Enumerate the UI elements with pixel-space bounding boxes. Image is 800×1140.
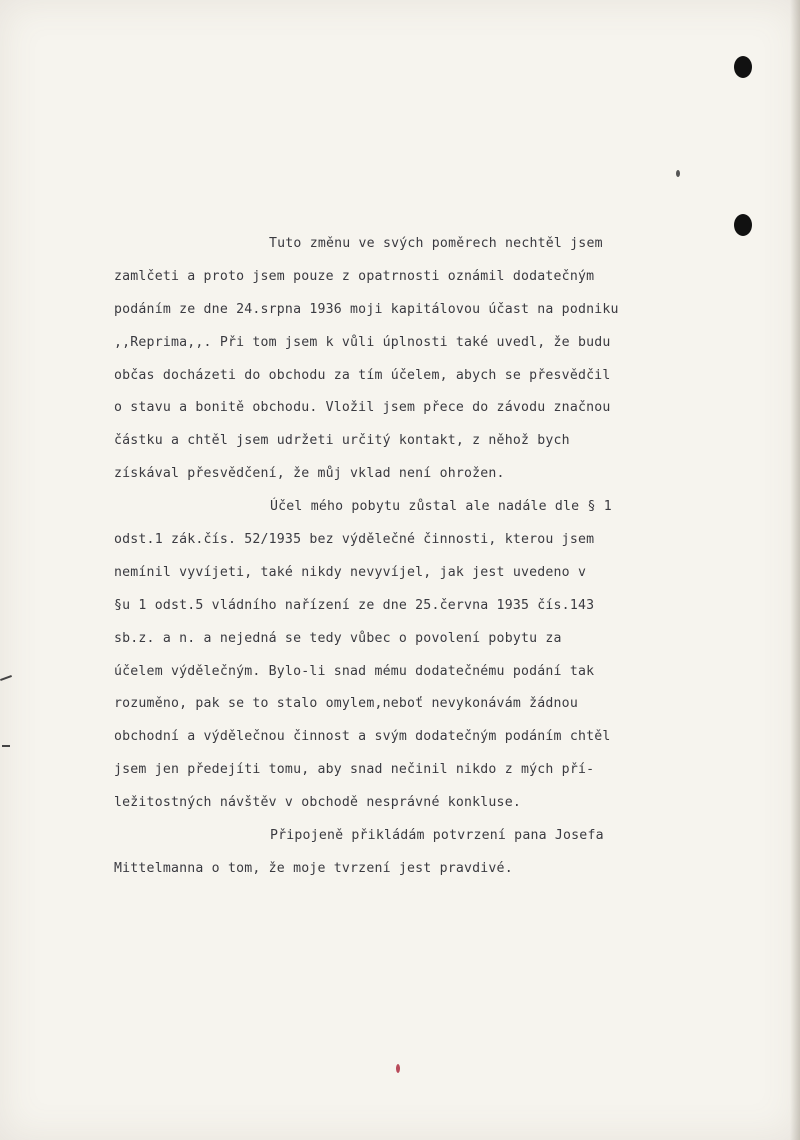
margin-mark bbox=[0, 675, 12, 681]
punch-hole-middle bbox=[734, 214, 752, 236]
text-line: ,,Reprima,,. Při tom jsem k vůli úplnosti také uvedl, že budu bbox=[114, 334, 611, 350]
text-line: nemínil vyvíjeti, také nikdy nevyvíjel, jak jest uvedeno v bbox=[114, 564, 587, 580]
text-line: o stavu a bonitě obchodu. Vložil jsem přece do závodu značnou bbox=[114, 400, 611, 416]
text-line: částku a chtěl jsem udržeti určitý kontakt, z něhož bych bbox=[114, 433, 570, 449]
text-line: získával přesvědčení, že můj vklad není ohrožen. bbox=[114, 466, 505, 482]
punch-hole-top bbox=[734, 56, 752, 78]
text-line: Účel mého pobytu zůstal ale nadále dle § 1 bbox=[270, 499, 612, 515]
text-line: §u 1 odst.5 vládního nařízení ze dne 25.června 1935 čís.143 bbox=[114, 597, 595, 613]
ink-speck bbox=[676, 170, 680, 177]
text-line: obchodní a výdělečnou činnost a svým dodatečným podáním chtěl bbox=[114, 729, 611, 745]
text-line: jsem jen předejíti tomu, aby snad nečinil nikdo z mých pří- bbox=[114, 762, 595, 778]
text-line: rozuměno, pak se to stalo omylem,neboť nevykonávám žádnou bbox=[114, 696, 578, 712]
text-line: odst.1 zák.čís. 52/1935 bez výdělečné činnosti, kterou jsem bbox=[114, 532, 595, 548]
text-line: účelem výdělečným. Bylo-li snad mému dodatečnému podání tak bbox=[114, 663, 595, 679]
text-line: ležitostných návštěv v obchodě nesprávné konkluse. bbox=[114, 795, 521, 811]
typed-letter-body bbox=[114, 228, 714, 886]
text-line: občas docházeti do obchodu za tím účelem, abych se přesvědčil bbox=[114, 367, 611, 383]
text-line: Tuto změnu ve svých poměrech nechtěl jsem bbox=[269, 236, 603, 251]
ink-speck bbox=[396, 1064, 400, 1073]
page-edge-shadow bbox=[790, 0, 800, 1140]
text-line: Připojeně přikládám potvrzení pana Josefa bbox=[270, 828, 604, 844]
text-line: zamlčeti a proto jsem pouze z opatrnosti oznámil dodatečným bbox=[114, 268, 595, 284]
text-line: Mittelmanna o tom, že moje tvrzení jest pravdivé. bbox=[114, 860, 513, 876]
margin-mark bbox=[2, 745, 10, 747]
text-line: sb.z. a n. a nejedná se tedy vůbec o povolení pobytu za bbox=[114, 630, 562, 646]
text-line: podáním ze dne 24.srpna 1936 moji kapitálovou účast na podniku bbox=[114, 301, 619, 317]
